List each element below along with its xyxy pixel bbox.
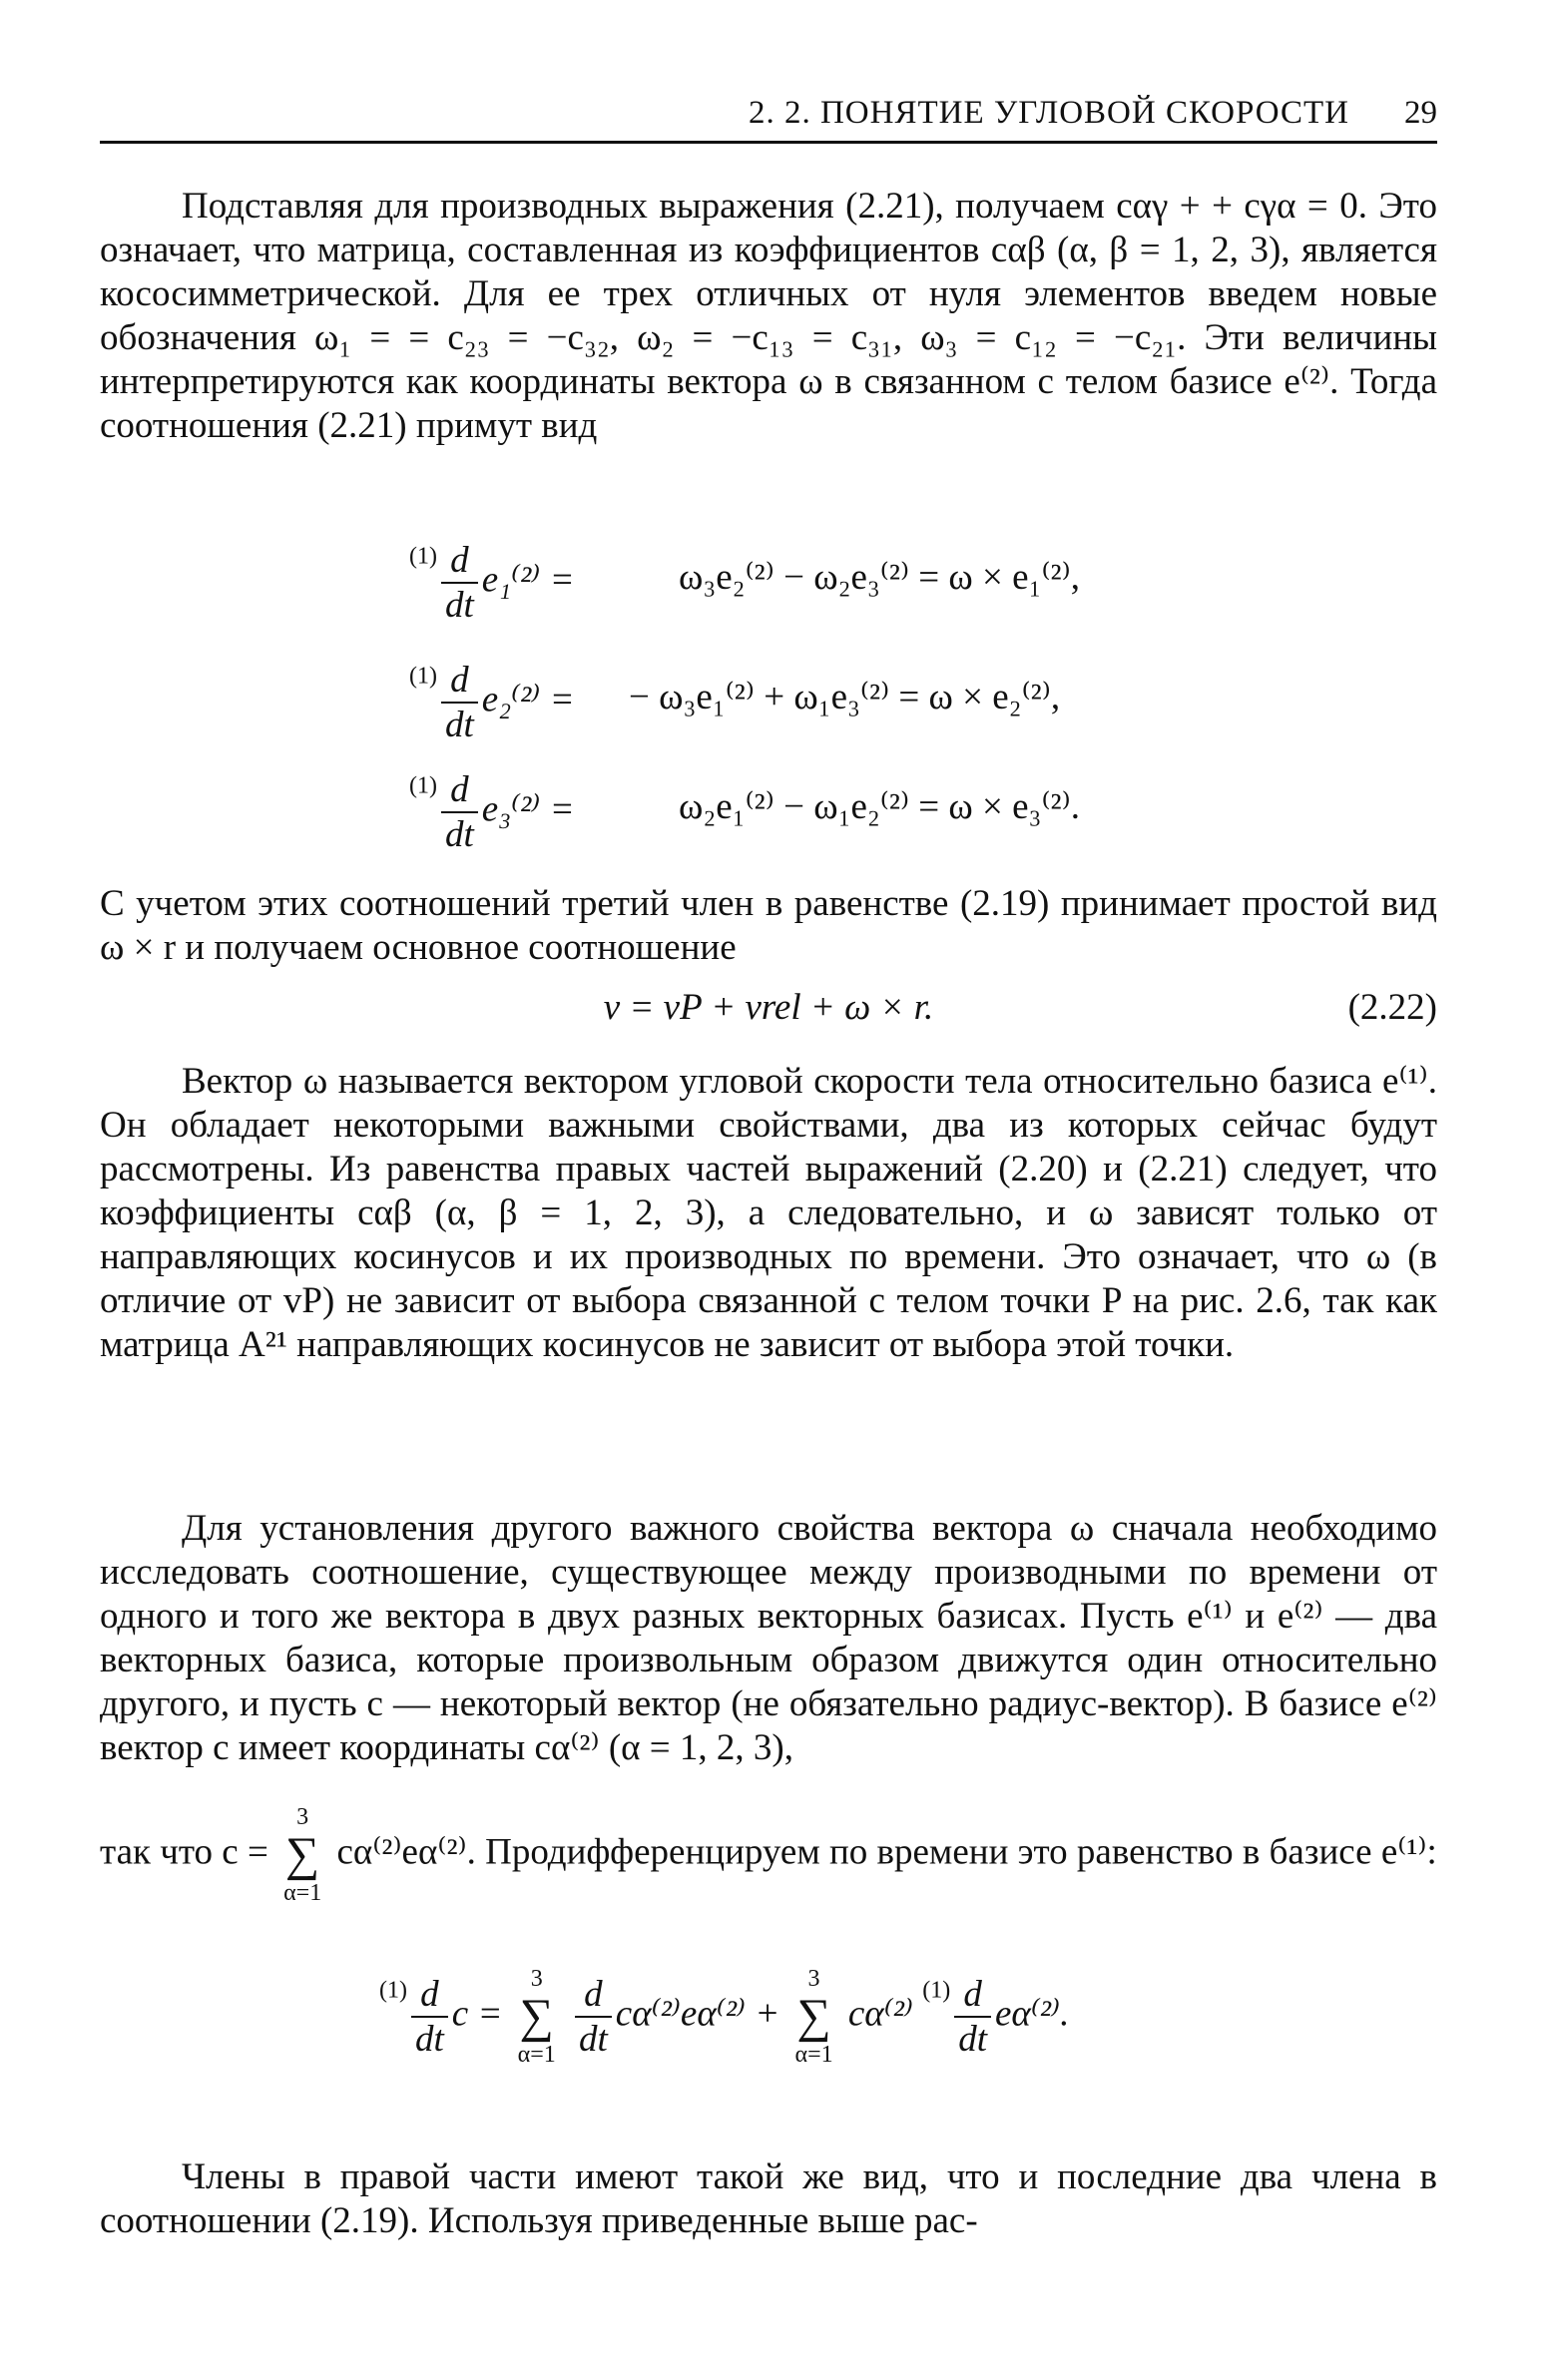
paragraph-1: Подставляя для производных выражения (2.21), получаем cαγ + + cγα = 0. Это означает, что матрица, составленная из коэффициентов cαβ (α, β = 1, 2, 3), является кососимметрической. Для ее трех отличных от нуля элементов введем новые обозначения ω₁ = = c₂₃ = −c₃₂, ω₂ = −c₁₃ = c₃₁, ω₃ = c₁₂ = −c₂₁. Эти величины интерпретируются как координаты вектора ω в связанном с телом базисе e⁽²⁾. Тогда соотношения (2.21) примут вид xyxy=(100,186,1437,446)
equation-final: $^{(1)}$ $\frac{d}{dt}$ c = 3 ∑ α=1 $\frac{d}{dt}$ cα⁽²⁾eα⁽²⁾ + 3 ∑ α=1 cα⁽²⁾ $^{(1)}$ $\frac{d}{dt}$ eα⁽²⁾. xyxy=(379,1966,1070,2068)
equation-lhs: e₁⁽²⁾ = xyxy=(481,559,575,601)
equation-lhs: e₃⁽²⁾ = xyxy=(481,788,575,830)
running-title: 2. 2. ПОНЯТИЕ УГЛОВОЙ СКОРОСТИ xyxy=(748,95,1349,131)
equation-row-1 xyxy=(409,539,1080,627)
summation-2: 3 ∑ α=1 xyxy=(794,1966,833,2068)
paragraph-6: Члены в правой части имеют такой же вид, что и последние два члена в соотношении (2.19). Используя приведенные выше рас- xyxy=(100,2156,1437,2241)
equation-lhs: e₂⁽²⁾ = xyxy=(481,679,575,720)
equation-2-22 xyxy=(100,986,1437,1029)
equation-rhs: − ω₃e₁⁽²⁾ + ω₁e₃⁽²⁾ = ω × e₂⁽²⁾, xyxy=(629,677,1061,717)
summation: 3 ∑ α=1 xyxy=(283,1804,322,1906)
equation-row-2: $^{(1)}$ $\frac{d}{dt}$ e₂⁽²⁾ = − ω₃e₁⁽²⁾ + ω₁e₃⁽²⁾ = ω × e₂⁽²⁾, xyxy=(409,660,1061,745)
deriv-fraction: $\frac{d}{dt}$ xyxy=(441,539,478,627)
paragraph-5: так что c = 3 ∑ α=1 cα⁽²⁾eα⁽²⁾. Продифференцируем по времени это равенство в базисе e⁽¹⁾: xyxy=(100,1804,1437,1906)
page-number: 29 xyxy=(1404,95,1437,131)
paragraph-2: С учетом этих соотношений третий член в равенстве (2.19) принимает простой вид ω × r и получаем основное соотношение xyxy=(100,883,1437,968)
summation-1: 3 ∑ α=1 xyxy=(517,1966,556,2068)
equation-rhs: ω₂e₁⁽²⁾ − ω₁e₂⁽²⁾ = ω × e₃⁽²⁾. xyxy=(679,786,1080,827)
equation-row-3: $^{(1)}$ $\frac{d}{dt}$ e₃⁽²⁾ = ω₂e₁⁽²⁾ − ω₁e₂⁽²⁾ = ω × e₃⁽²⁾. xyxy=(409,769,1080,855)
equation-rhs: ω₃e₂⁽²⁾ − ω₂e₃⁽²⁾ = ω × e₁⁽²⁾, xyxy=(679,557,1080,598)
paragraph-4: Для установления другого важного свойства вектора ω сначала необходимо исследовать соотношение, существующее между производными по времени от одного и того же вектора в двух разных векторных базисах. Пусть e⁽¹⁾ и e⁽²⁾ — два векторных базиса, которые произвольным образом движутся один относительно другого, и пусть c — некоторый вектор (не обязательно радиус-вектор). В базисе e⁽²⁾ вектор c имеет координаты cα⁽²⁾ (α = 1, 2, 3), xyxy=(100,1508,1437,1768)
deriv-prefix: (1) xyxy=(409,543,437,570)
page-header xyxy=(100,95,1437,144)
paragraph-3: Вектор ω называется вектором угловой скорости тела относительно базиса e⁽¹⁾. Он обладает некоторыми важными свойствами, два из которых сейчас будут рассмотрены. Из равенства правых частей выражений (2.20) и (2.21) следует, что коэффициенты cαβ (α, β = 1, 2, 3), а следовательно, и ω зависят только от направляющих косинусов и их производных по времени. Это означает, что ω (в отличие от vP) не зависит от выбора связанной с телом точки P на рис. 2.6, так как матрица A²¹ направляющих косинусов не зависит от выбора этой точки. xyxy=(100,1061,1437,1365)
equation-expression: v = vP + vrel + ω × r. xyxy=(603,987,934,1028)
equation-number: (2.22) xyxy=(1347,987,1437,1028)
